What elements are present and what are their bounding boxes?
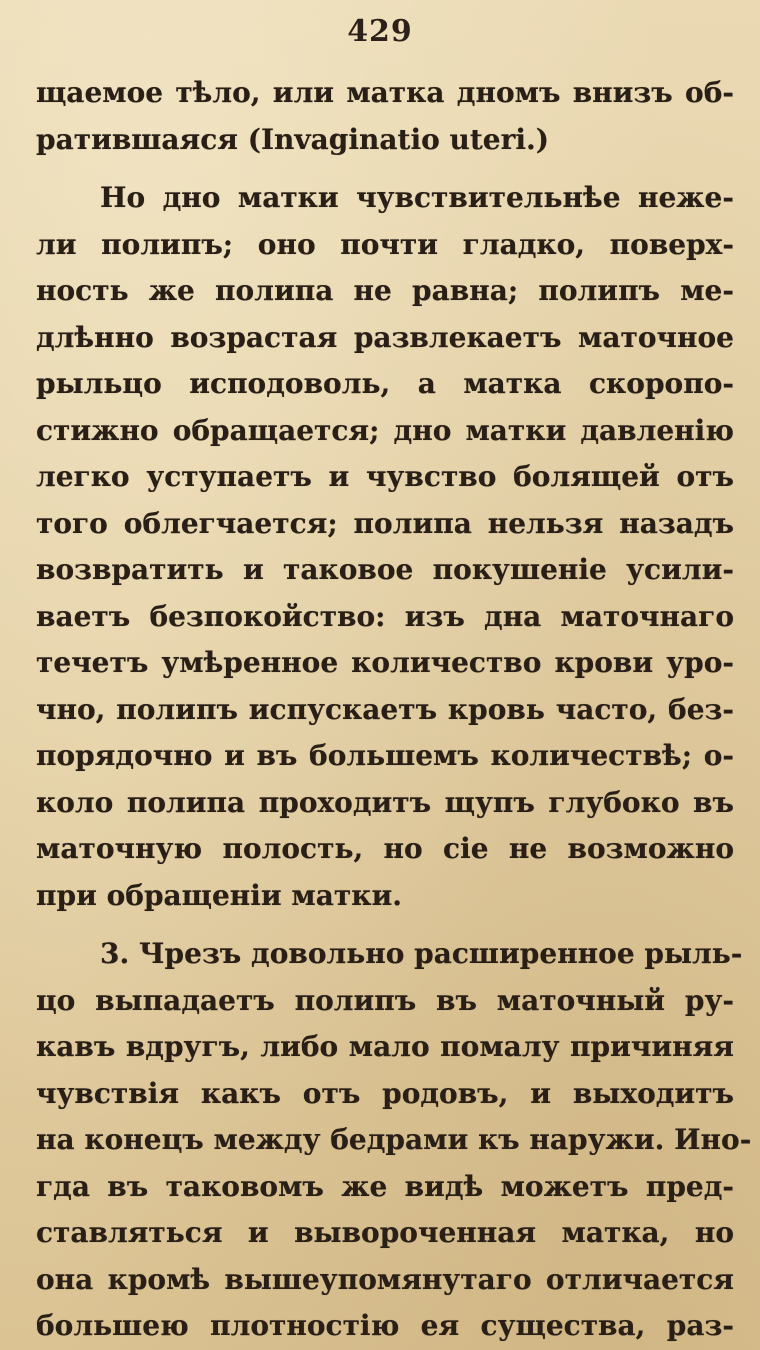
text-line: при обращеніи матки. bbox=[36, 878, 402, 912]
text-line: коло полипа проходитъ щупъ глубоко въ bbox=[36, 785, 734, 819]
text-line: на конецъ между бедрами къ наружи. Ино- bbox=[36, 1123, 752, 1156]
text-line: того облегчается; полипа нельзя назадъ bbox=[36, 506, 734, 540]
text-line: рыльцо исподоволь, а матка скоропо- bbox=[36, 367, 734, 400]
text-line: стижно обращается; дно матки давленію bbox=[36, 413, 734, 447]
body-text bbox=[36, 70, 752, 1350]
text-line: кавъ вдругъ, либо мало помалу причиняя bbox=[36, 1030, 734, 1063]
text-line: ли полипъ; оно почти гладко, поверх- bbox=[36, 227, 734, 261]
text-line: маточную полость, но сіе не возможно bbox=[36, 832, 734, 865]
text-line: ваетъ безпокойство: изъ дна маточнаго bbox=[36, 599, 734, 633]
text-line: 3. Чрезъ довольно расширенное рыль- bbox=[100, 937, 743, 970]
text-line: щаемое тѣло, или матка дномъ внизъ об- bbox=[36, 76, 734, 109]
text-line: течетъ умѣренное количество крови уро- bbox=[36, 646, 734, 679]
text-line: она кромѣ вышеупомянутаго отличается bbox=[36, 1262, 734, 1296]
text-line: чувствія какъ отъ родовъ, и выходитъ bbox=[36, 1076, 734, 1110]
text-line: возвратить и таковое покушеніе усили- bbox=[36, 553, 734, 586]
text-line: длѣнно возрастая развлекаетъ маточное bbox=[36, 320, 734, 354]
text-line: ставляться и вывороченная матка, но bbox=[36, 1216, 734, 1249]
text-line: гда въ таковомъ же видѣ можетъ пред- bbox=[36, 1169, 734, 1203]
text-line: Но дно матки чувствительнѣе неже- bbox=[100, 181, 734, 214]
text-line: легко уступаетъ и чувство болящей отъ bbox=[36, 460, 734, 493]
text-line: большею плотностію ея существа, раз- bbox=[36, 1309, 734, 1342]
text-line: цо выпадаетъ полипъ въ маточный ру- bbox=[36, 983, 734, 1017]
text-line: чно, полипъ испускаетъ кровь часто, без- bbox=[36, 692, 734, 726]
text-line: ратившаяся (Invaginatio uteri.) bbox=[36, 122, 550, 156]
text-line: ность же полипа не равна; полипъ ме- bbox=[36, 274, 734, 307]
page-number: 429 bbox=[347, 14, 413, 49]
text-line: порядочно и въ большемъ количествѣ; о- bbox=[36, 739, 734, 772]
